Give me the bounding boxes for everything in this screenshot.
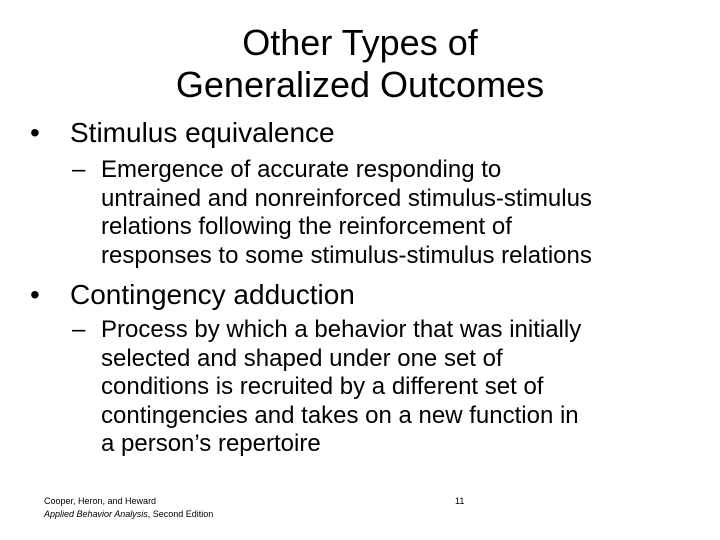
bullet-label: Contingency adduction — [70, 279, 355, 310]
bullet-marker: • — [30, 117, 40, 148]
sub-bullet-line: Process by which a behavior that was initially — [101, 316, 582, 343]
sub-bullet-line: a person’s repertoire — [101, 430, 321, 457]
title-line-1: Other Types of — [242, 22, 478, 63]
sub-bullet-line: Emergence of accurate responding to — [101, 156, 502, 183]
footer-edition: , Second Edition — [147, 509, 214, 519]
sub-bullet-line: relations following the reinforcement of — [101, 213, 512, 240]
slide-title — [0, 22, 720, 106]
bullet-marker: • — [30, 279, 40, 310]
sub-bullet-marker: – — [72, 316, 86, 343]
sub-bullet-line: untrained and nonreinforced stimulus-stimulus — [101, 184, 592, 212]
sub-bullet-stimulus-equivalence — [72, 156, 592, 270]
sub-bullet-line: contingencies and takes on a new function in — [101, 401, 579, 429]
page-number: 11 — [455, 496, 465, 506]
title-line-2: Generalized Outcomes — [175, 64, 545, 105]
sub-bullet-line: selected and shaped under one set of — [101, 344, 503, 372]
bullet-contingency-adduction — [30, 278, 355, 312]
bullet-stimulus-equivalence — [30, 116, 335, 150]
footer-book-title: Applied Behavior Analysis — [44, 509, 148, 519]
bullet-label: Stimulus equivalence — [70, 117, 335, 148]
sub-bullet-contingency-adduction — [72, 316, 581, 459]
sub-bullet-line: conditions is recruited by a different set of — [101, 373, 544, 400]
footer-citation — [44, 495, 213, 521]
footer-authors: Cooper, Heron, and Heward — [44, 496, 157, 506]
footer-book — [44, 508, 213, 521]
sub-bullet-marker: – — [72, 156, 86, 183]
sub-bullet-line: responses to some stimulus-stimulus relations — [101, 241, 592, 269]
